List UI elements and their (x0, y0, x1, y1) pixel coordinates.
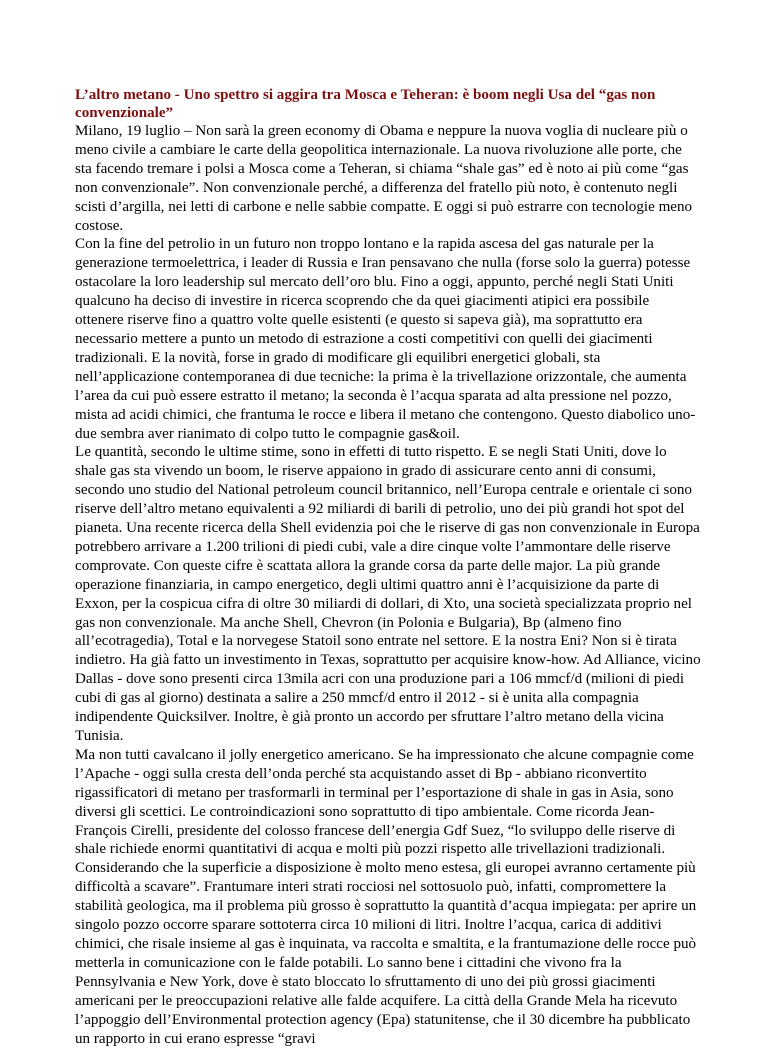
article-paragraph-2: Con la fine del petrolio in un futuro non troppo lontano e la rapida ascesa del gas naturale per la generazione termoelettrica, i leader di Russia e Iran pensavano che nulla (forse solo la guerra) potesse ostacolare la loro leadership sul mercato dell’oro blu. Fino a oggi, appunto, perché negli Stati Uniti qualcuno ha deciso di investire in ricerca scoprendo che da quei giacimenti atipici era possibile ottenere riserve fino a quattro volte quelle esistenti (e questo si sapeva già), ma soprattutto era necessario mettere a punto un metodo di estrazione a costi competitivi con quelli dei giacimenti tradizionali. E la novità, forse in grado di modificare gli equilibri energetici globali, sta nell’applicazione contemporanea di due tecniche: la prima è la trivellazione orizzontale, che aumenta l’area da cui può essere estratto il metano; la seconda è l’acqua sparata ad alta pressione nel pozzo, mista ad acidi chimici, che frantuma le rocce e libera il metano che contengono. Questo diabolico uno-due sembra aver rianimato di colpo tutto le compagnie gas&oil. (75, 236, 696, 442)
article-title: L’altro metano - Uno spettro si aggira tra Mosca e Teheran: è boom negli Usa del “gas non convenzionale” (75, 87, 656, 121)
article (75, 87, 701, 1048)
article-paragraph-4: Ma non tutti cavalcano il jolly energetico americano. Se ha impressionato che alcune compagnie come l’Apache - oggi sulla cresta dell’onda perché sta acquistando asset di Bp - abbiano riconvertito rigassificatori di metano per trasformarli in terminal per l’esportazione di shale in gas in Asia, sono diversi gli scettici. Le controindicazioni sono soprattutto di tipo ambientale. Come ricorda Jean-François Cirelli, presidente del colosso francese dell’energia Gdf Suez, “lo sviluppo delle riserve di shale richiede enormi quantitativi di acqua e molti più pozzi rispetto alle trivellazioni tradizionali. Considerando che la superficie a disposizione è molto meno estesa, gli europei avranno certamente più difficoltà a scavare”. Frantumare interi strati rocciosi nel sottosuolo può, infatti, compromettere la stabilità geologica, ma il problema più grosso è soprattutto la quantità d’acqua impiegata: per aprire un singolo pozzo occorre sparare sottoterra circa 10 milioni di litri. Inoltre l’acqua, carica di additivi chimici, che risale insieme al gas è inquinata, va raccolta e smaltita, e la frantumazione delle rocce può metterla in comunicazione con le falde potabili. Lo sanno bene i cittadini che vivono fra la Pennsylvania e New York, dove è stato bloccato lo sfruttamento di uno dei più grossi giacimenti americani per le preoccupazioni relative alle falde acquifere. La città della Grande Mela ha ricevuto l’appoggio dell’Environmental protection agency (Epa) statunitense, che il 30 dicembre ha pubblicato un rapporto in cui erano espresse “gravi (75, 746, 697, 1047)
article-paragraph-1: Milano, 19 luglio – Non sarà la green economy di Obama e neppure la nuova voglia di nucleare più o meno civile a cambiare le carte della geopolitica internazionale. La nuova rivoluzione alle porte, che sta facendo tremare i polsi a Mosca come a Teheran, si chiama “shale gas” ed è noto ai più come “gas non convenzionale”. Non convenzionale perché, a differenza del fratello più noto, è contenuto negli scisti d’argilla, nei letti di carbone e nelle sabbie compatte. E oggi si può estrarre con tecnologie meno costose. (75, 123, 693, 234)
article-paragraph-3: Le quantità, secondo le ultime stime, sono in effetti di tutto rispetto. E se negli Stati Uniti, dove lo shale gas sta vivendo un boom, le riserve appaiono in grado di assicurare cento anni di consumi, secondo uno studio del National petroleum council britannico, nell’Europa centrale e orientale ci sono riserve dell’altro metano equivalenti a 92 miliardi di barili di petrolio, uno dei più grandi hot spot del pianeta. Una recente ricerca della Shell evidenzia poi che le riserve di gas non convenzionale in Europa potrebbero arrivare a 1.200 trilioni di piedi cubi, vale a dire cinque volte l’ammontare delle riserve comprovate. Con queste cifre è scattata allora la grande corsa da parte delle major. La più grande operazione finanziaria, in campo energetico, degli ultimi quattro anni è l’acquisizione da parte di Exxon, per la cospicua cifra di oltre 30 miliardi di dollari, di Xto, una società specializzata proprio nel gas non convenzionale. Ma anche Shell, Chevron (in Polonia e Bulgaria), Bp (almeno fino all’ecotragedia), Total e la norvegese Statoil sono entrate nel settore. E la nostra Eni? Non si è tirata indietro. Ha già fatto un investimento in Texas, soprattutto per acquisire know-how. Ad Alliance, vicino Dallas - dove sono presenti circa 13mila acri con una produzione pari a 106 mmcf/d (milioni di piedi cubi di gas al giorno) destinata a salire a 250 mmcf/d entro il 2012 - si è unita alla compagnia indipendente Quicksilver. Inoltre, è già pronto un accordo per sfruttare l’altro metano della vicina Tunisia. (75, 444, 701, 744)
